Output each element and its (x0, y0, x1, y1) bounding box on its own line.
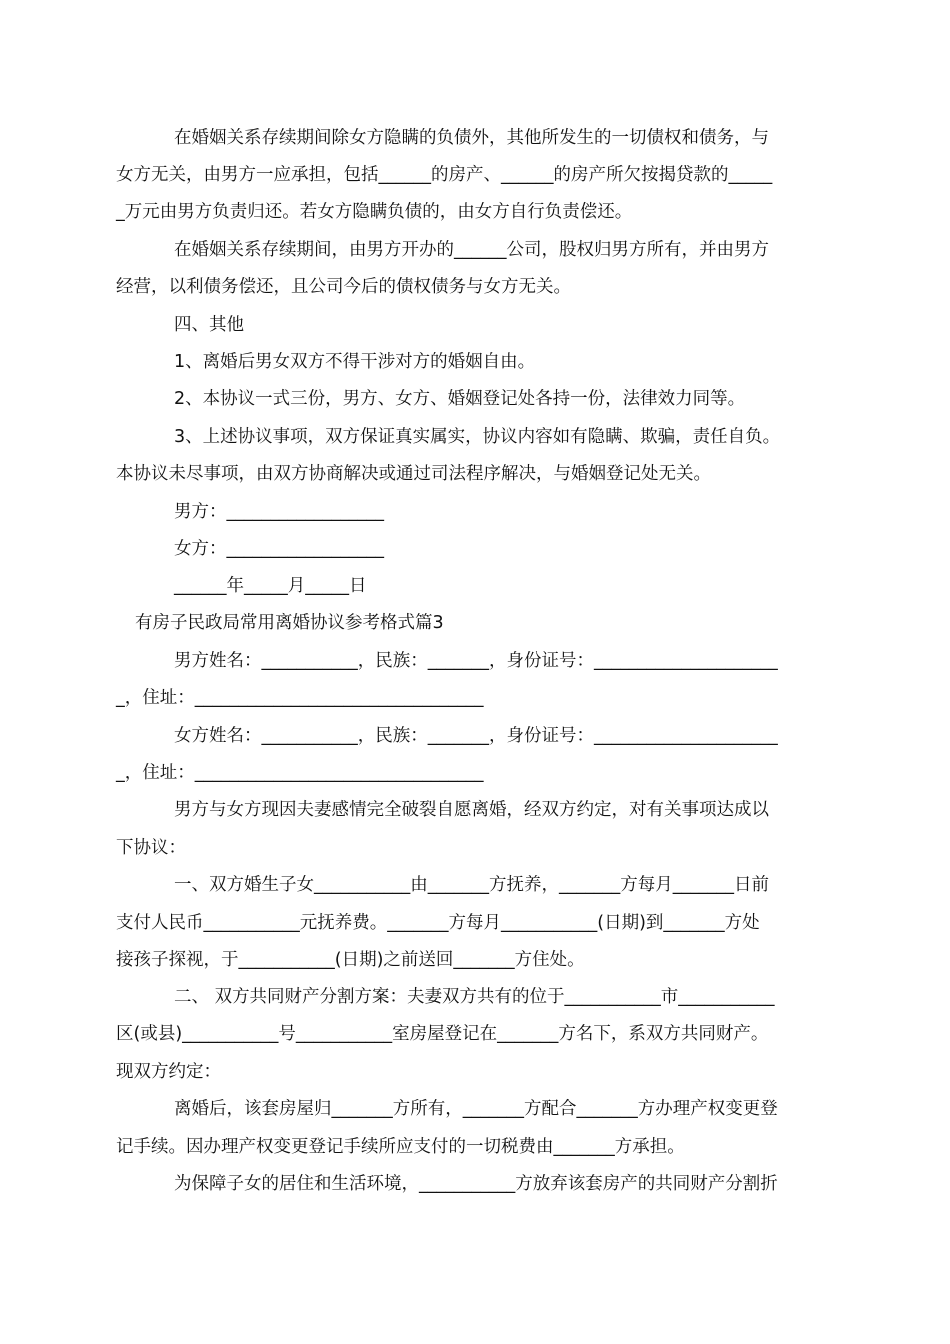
text-line (0, 867, 950, 904)
text-line (0, 456, 950, 493)
text-line (0, 157, 950, 194)
text-line (0, 344, 950, 381)
line-text: _，住址：_________________________________ (116, 688, 484, 708)
line-text: 女方：__________________ (174, 539, 384, 559)
date-line (0, 568, 950, 605)
line-text: 男方：__________________ (174, 502, 384, 522)
text-line (0, 1016, 950, 1053)
text-line (0, 830, 950, 867)
line-text: _万元由男方负责归还。若女方隐瞒负债的，由女方自行负责偿还。 (116, 202, 633, 222)
text-line (0, 718, 950, 755)
signature-line-male (0, 494, 950, 531)
text-line (0, 194, 950, 231)
line-text: 离婚后，该套房屋归_______方所有，_______方配合_______方办理产权变更登 (174, 1099, 778, 1119)
line-text: 一、双方婚生子女___________由_______方抚养，_______方每月_______日前 (174, 875, 769, 895)
line-text: _，住址：_________________________________ (116, 763, 484, 783)
section-title (0, 605, 950, 642)
text-line (0, 419, 950, 456)
line-text: 记手续。因办理产权变更登记手续所应支付的一切税费由_______方承担。 (116, 1137, 685, 1157)
text-line (0, 680, 950, 717)
line-text: 1、离婚后男女双方不得干涉对方的婚姻自由。 (174, 352, 536, 372)
line-text: 本协议未尽事项，由双方协商解决或通过司法程序解决，与婚姻登记处无关。 (116, 464, 711, 484)
line-text: 男方与女方现因夫妻感情完全破裂自愿离婚，经双方约定，对有关事项达成以 (174, 800, 769, 820)
line-text: 在婚姻关系存续期间，由男方开办的______公司，股权归男方所有，并由男方 (174, 240, 769, 260)
text-line (0, 1166, 950, 1203)
line-text: 3、上述协议事项，双方保证真实属实，协议内容如有隐瞒、欺骗，责任自负。 (174, 427, 781, 447)
line-text: 四、其他 (174, 315, 244, 335)
text-line (0, 643, 950, 680)
text-line (0, 942, 950, 979)
text-line (0, 1129, 950, 1166)
text-line (0, 905, 950, 942)
text-line (0, 979, 950, 1016)
line-text: 有房子民政局常用离婚协议参考格式篇3 (135, 613, 444, 633)
line-text: 男方姓名：___________，民族：_______，身份证号：_____________________ (174, 651, 778, 671)
line-text: 为保障子女的居住和生活环境，___________方放弃该套房产的共同财产分割折 (174, 1174, 778, 1194)
text-line (0, 381, 950, 418)
text-line (0, 1054, 950, 1091)
line-text: 女方姓名：___________，民族：_______，身份证号：_____________________ (174, 726, 778, 746)
line-text: 区(或县)___________号___________室房屋登记在_______方名下，系双方共同财产。 (116, 1024, 769, 1044)
line-text: 女方无关，由男方一应承担，包括______的房产、______的房产所欠按揭贷款的_____ (116, 165, 773, 185)
section-heading (0, 307, 950, 344)
line-text: 经营，以利债务偿还，且公司今后的债权债务与女方无关。 (116, 277, 571, 297)
line-text: 2、本协议一式三份，男方、女方、婚姻登记处各持一份，法律效力同等。 (174, 389, 746, 409)
text-line (0, 755, 950, 792)
text-line (0, 120, 950, 157)
line-text: 接孩子探视，于___________(日期)之前送回_______方住处。 (116, 950, 585, 970)
text-line (0, 792, 950, 829)
line-text: 在婚姻关系存续期间除女方隐瞒的负债外，其他所发生的一切债权和债务，与 (174, 128, 769, 148)
line-text: 二、 双方共同财产分割方案：夫妻双方共有的位于___________市___________ (174, 987, 775, 1007)
line-text: 支付人民币___________元抚养费。_______方每月___________(日期)到_______方处 (116, 913, 760, 933)
text-line (0, 269, 950, 306)
text-line (0, 1091, 950, 1128)
text-line (0, 232, 950, 269)
line-text: 下协议： (116, 838, 186, 858)
signature-line-female (0, 531, 950, 568)
line-text: ______年_____月_____日 (174, 576, 367, 596)
line-text: 现双方约定： (116, 1062, 221, 1082)
